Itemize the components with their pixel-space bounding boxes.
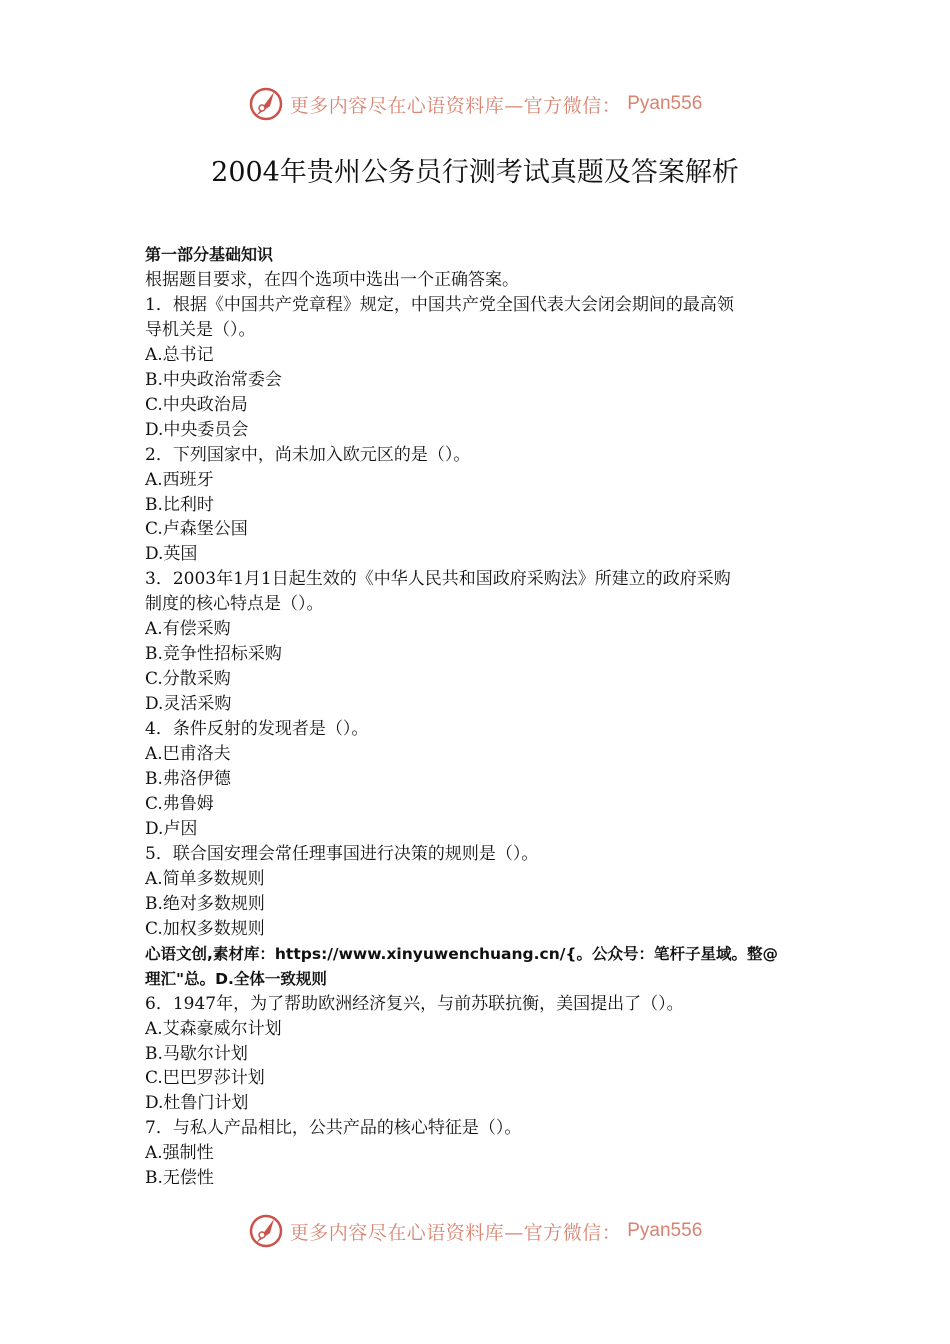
text-line: 7．与私人产品相比，公共产品的核心特征是（）。 xyxy=(145,1118,522,1139)
text-line: 制度的核心特点是（）。 xyxy=(145,594,324,615)
text-line: B.马歇尔计划 xyxy=(145,1043,248,1064)
section-instruction: 根据题目要求，在四个选项中选出一个正确答案。 xyxy=(145,269,519,290)
banner-text: 更多内容尽在心语资料库—官方微信： xyxy=(289,94,622,117)
text-line: A.西班牙 xyxy=(145,469,214,490)
text-line: A.艾森豪威尔计划 xyxy=(145,1018,282,1039)
text-line: B.中央政治常委会 xyxy=(145,369,282,390)
footer-banner xyxy=(0,1211,950,1251)
text-line: 6．1947年，为了帮助欧洲经济复兴，与前苏联抗衡，美国提出了（）。 xyxy=(145,993,684,1014)
text-line: C.中央政治局 xyxy=(145,394,248,415)
text-line: C.加权多数规则 xyxy=(145,918,265,939)
watermark-line: 理汇"总。D.全体一致规则 xyxy=(145,969,327,988)
banner-text: 更多内容尽在心语资料库—官方微信： xyxy=(289,1221,622,1244)
quill-logo-icon xyxy=(248,86,284,122)
text-line: 4．条件反射的发现者是（）。 xyxy=(145,719,369,740)
text-line: 3．2003年1月1日起生效的《中华人民共和国政府采购法》所建立的政府采购 xyxy=(145,569,731,590)
text-line: 5．联合国安理会常任理事国进行决策的规则是（）。 xyxy=(145,843,539,864)
text-line: D.杜鲁门计划 xyxy=(145,1093,249,1114)
text-line: B.比利时 xyxy=(145,494,214,515)
text-line: C.巴巴罗莎计划 xyxy=(145,1068,265,1089)
text-line: 1．根据《中国共产党章程》规定，中国共产党全国代表大会闭会期间的最高领 xyxy=(145,294,734,315)
text-line: D.灵活采购 xyxy=(145,694,232,715)
text-line: B.绝对多数规则 xyxy=(145,893,265,914)
quill-logo-icon xyxy=(248,1213,284,1249)
text-line: C.分散采购 xyxy=(145,669,231,690)
text-line: A.强制性 xyxy=(145,1143,214,1164)
text-line: A.有偿采购 xyxy=(145,619,231,640)
text-line: A.简单多数规则 xyxy=(145,868,265,889)
banner-wechat-id: Pyan556 xyxy=(627,1220,703,1241)
text-line: D.英国 xyxy=(145,544,198,565)
text-line: B.弗洛伊德 xyxy=(145,769,231,790)
section-heading: 第一部分基础知识 xyxy=(145,245,274,264)
text-line: 2．下列国家中，尚未加入欧元区的是（）。 xyxy=(145,444,471,465)
text-line: C.卢森堡公国 xyxy=(145,519,248,540)
banner-wechat-id: Pyan556 xyxy=(627,93,703,114)
watermark-line: 心语文创,素材库：https://www.xinyuwenchuang.cn/{。公众号：笔杆子星域。整@ xyxy=(145,944,778,963)
text-line: B.竞争性招标采购 xyxy=(145,644,282,665)
header-banner xyxy=(0,84,950,124)
text-line: B.无偿性 xyxy=(145,1168,214,1189)
text-line: C.弗鲁姆 xyxy=(145,793,214,814)
document-title: 2004年贵州公务员行测考试真题及答案解析 xyxy=(211,157,739,188)
text-line: D.卢因 xyxy=(145,818,198,839)
text-line: A.总书记 xyxy=(145,344,214,365)
text-line: A.巴甫洛夫 xyxy=(145,744,231,765)
text-line: D.中央委员会 xyxy=(145,419,249,440)
text-line: 导机关是（）。 xyxy=(145,319,256,340)
document-body xyxy=(145,243,810,1191)
